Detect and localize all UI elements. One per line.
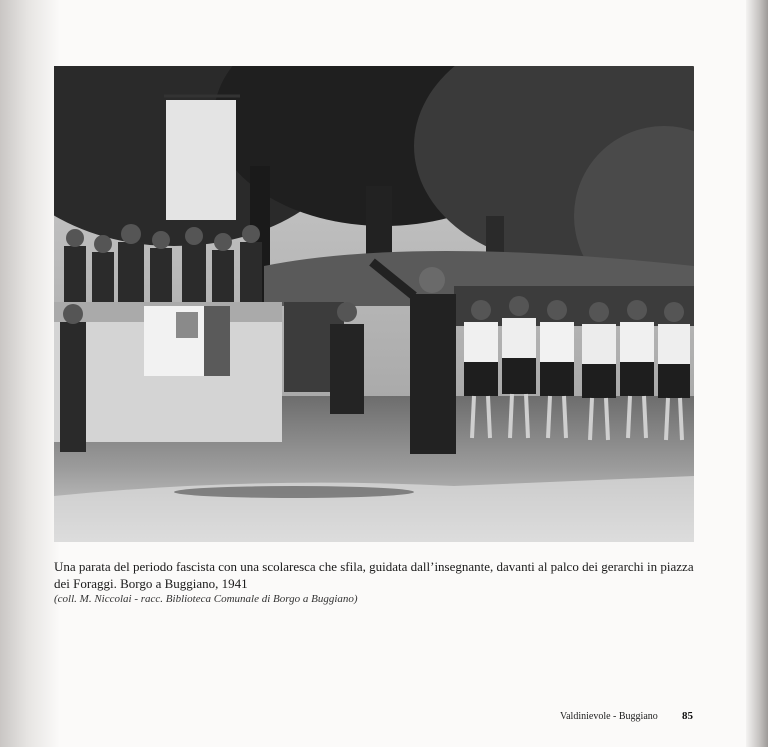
photo-credit: (coll. M. Niccolai - racc. Biblioteca Comunale di Borgo a Buggiano) [54, 593, 358, 605]
parade-photo-icon [54, 66, 694, 542]
page-edge [746, 0, 768, 747]
spine-shadow [0, 0, 60, 747]
archival-photograph [54, 66, 694, 542]
page-number: 85 [682, 710, 693, 722]
running-head: Valdinievole - Buggiano [560, 711, 658, 722]
photo-caption: Una parata del periodo fascista con una scolaresca che sfila, guidata dall’insegnante, davanti al palco dei gerarchi in piazza dei Foraggi. Borgo a Buggiano, 1941 [54, 559, 694, 591]
